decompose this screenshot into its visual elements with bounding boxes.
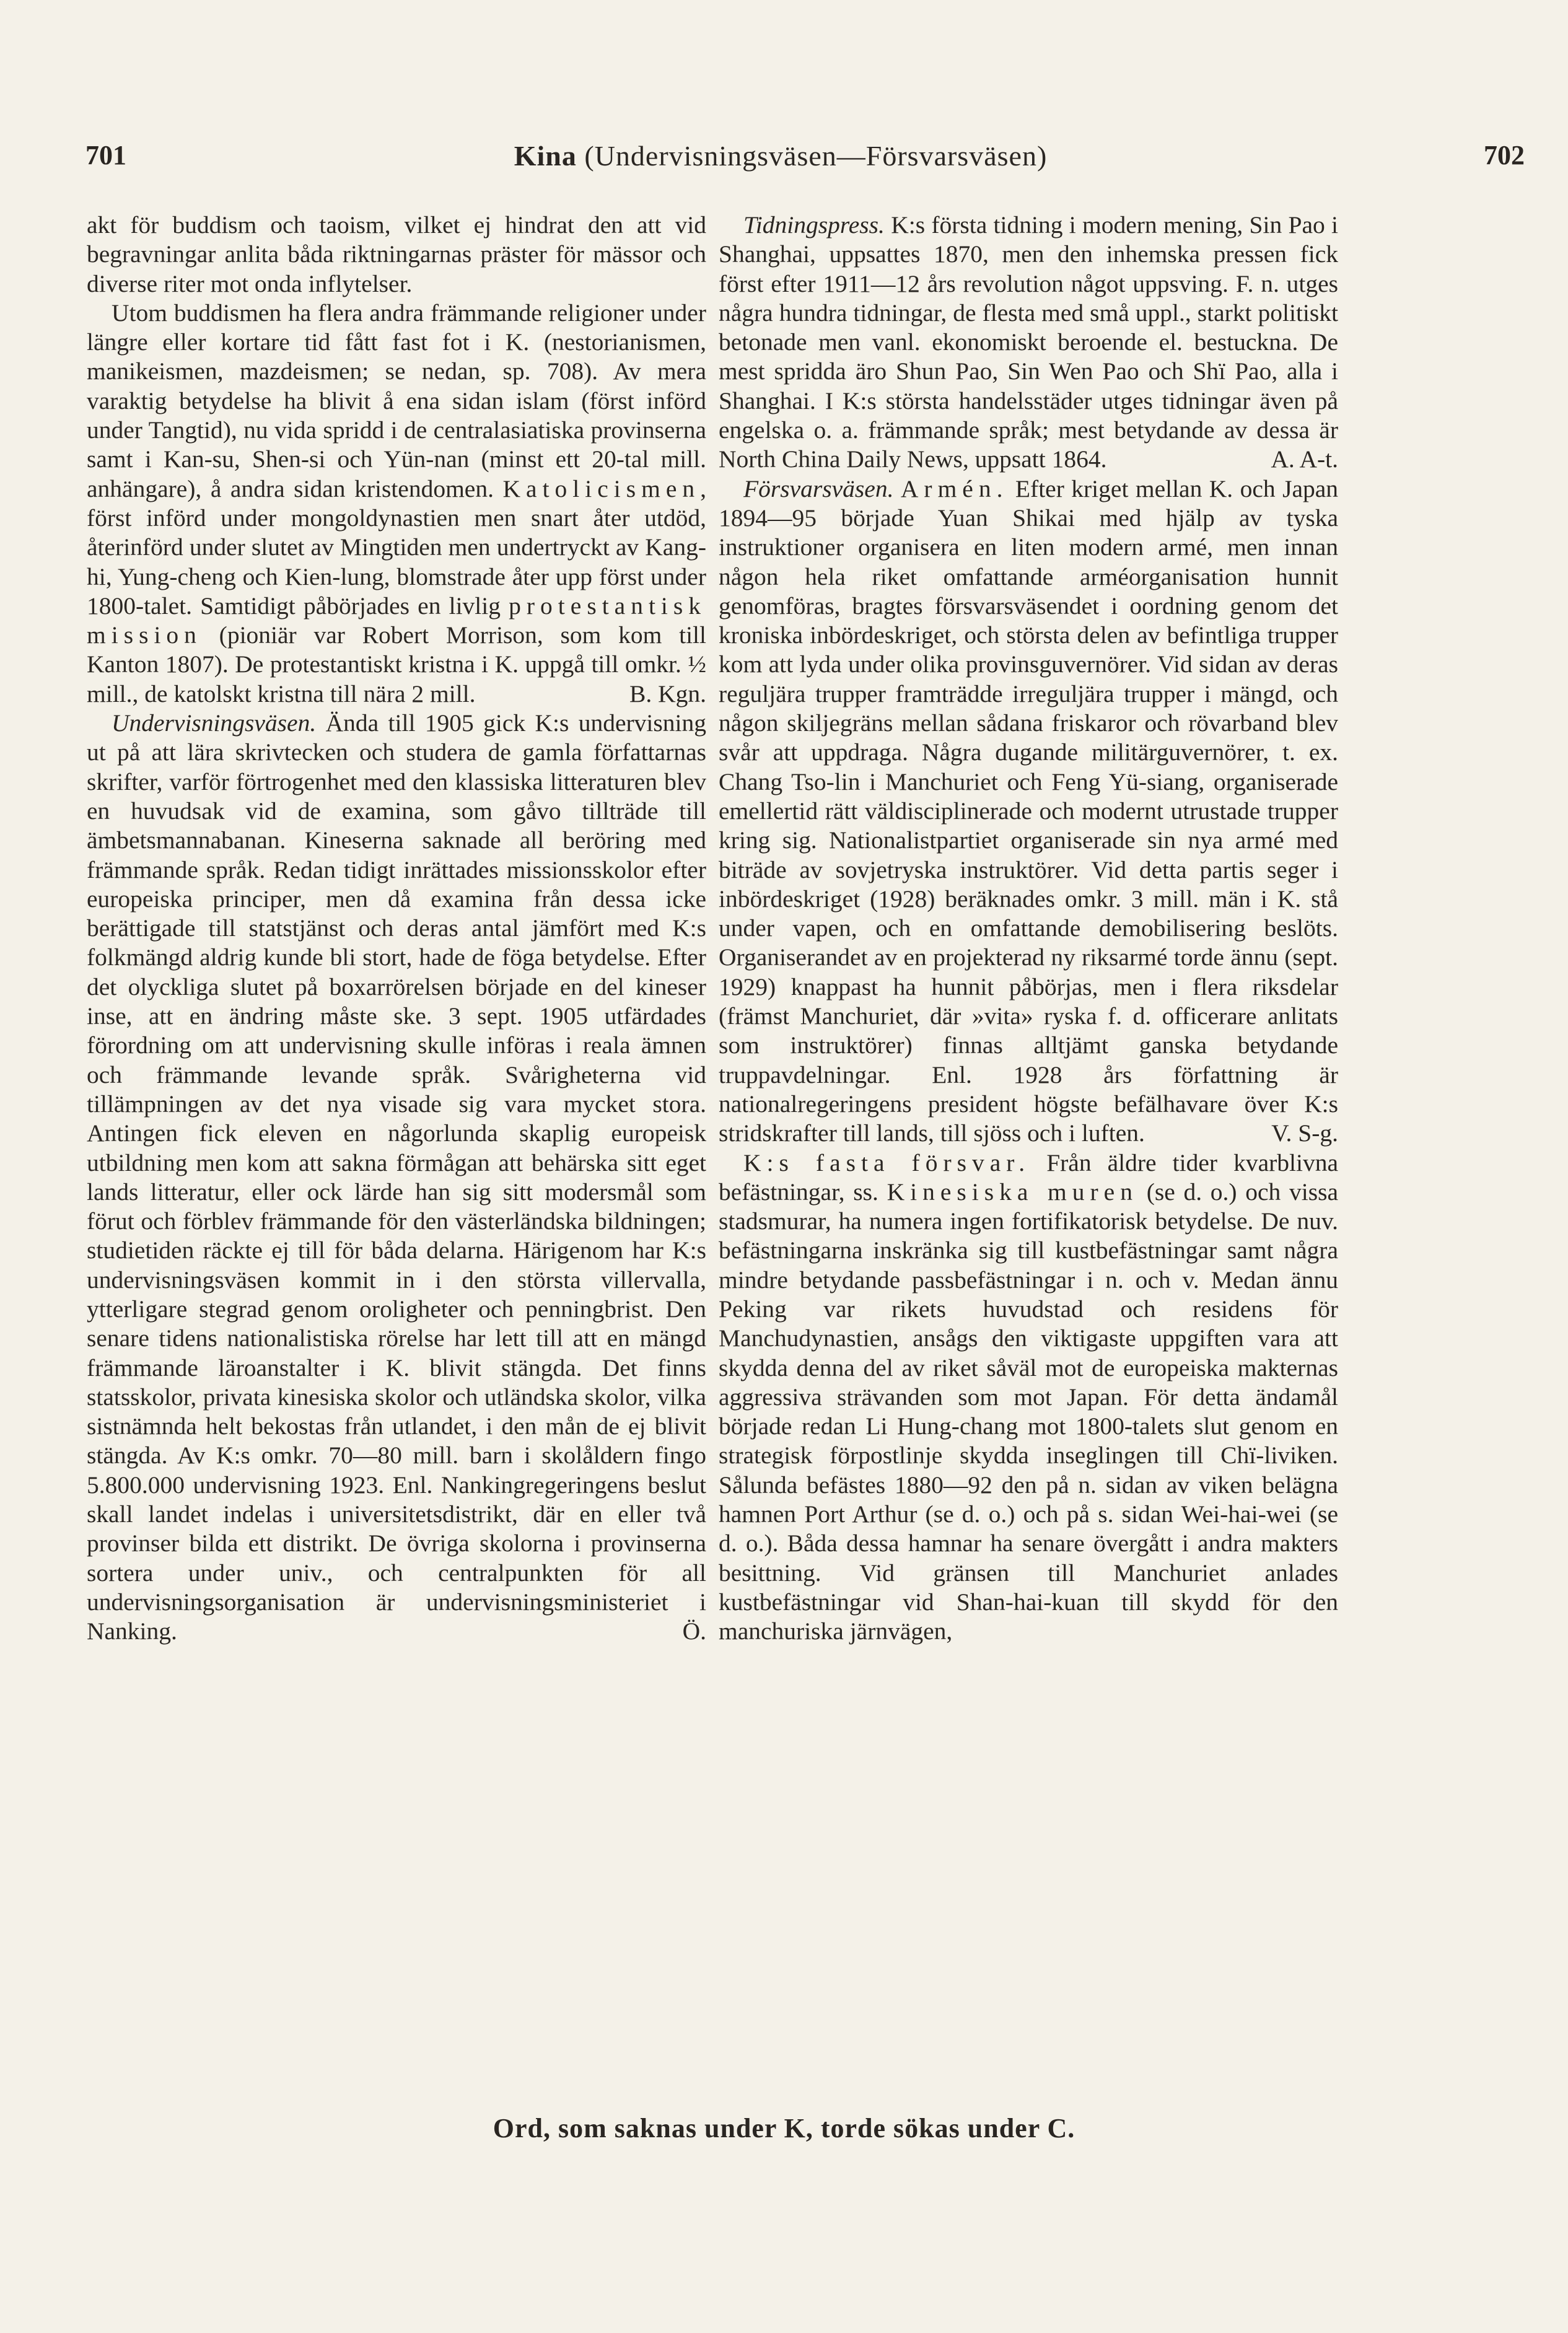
fortifications-term: K:s fasta försvar. xyxy=(743,1149,1031,1176)
fortifications-text-b: (se d. o.) och vissa stadsmurar, ha numera ingen fortifikatorisk betydelse. De nuv. befästningarna inskränka sig till kustbefästningar samt några mindre betydande passbefästningar i n. och v. Medan ännu Peking var rikets huvudstad och residens för Manchudynastien, ansågs den viktigaste uppgiften vara att skydda denna del av riket såväl mot de europeiska makternas aggressiva strävanden som mot Japan. För detta ändamål började redan Li Hung-chang mot 1800-talets slut genom en strategisk förpostlinje skydda inseglingen till Chï-liviken. Sålunda befästes 1880—92 den på n. sidan av viken belägna hamnen Port Arthur (se d. o.) och på s. sidan Wei-hai-wei (se d. o.). Båda dessa hamnar ha senare övergått i andra makters besittning. Vid gränsen till Manchuriet anlades kustbefästningar vid Shan-hai-kuan till skydd för den manchuriska järnvägen, xyxy=(719,1178,1338,1645)
education-text: Ända till 1905 gick K:s undervisning ut på att lära skrivtecken och studera de gamla författarnas skrifter, varför förtrogenhet med den klassiska litteraturen blev en huvudsak vid de examina, som gåvo tillträde till ämbetsmannabanan. Kineserna saknade all beröring med främmande språk. Redan tidigt inrättades missionsskolor efter europeiska principer, men då examina från dessa icke berättigade till statstjänst och deras antal jämfört med K:s folkmängd aldrig kunde bli stort, hade de föga betydelse. Efter det olyckliga slutet på boxarrörelsen började en del kineser inse, att en ändring måste ske. 3 sept. 1905 utfärdades förordning om att undervisning skulle införas i reala ämnen och främmande levande språk. Svårigheterna vid tillämpningen av det nya visade sig vara mycket stora. Antingen fick eleven en någorlunda skaplig europeisk utbildning men kom att sakna förmågan att behärska sitt eget lands litteratur, eller ock lärde han sig sitt modersmål som förut och förblev främmande för den västerländska bildningen; studietiden räckte ej till för båda delarna. Härigenom har K:s undervisningsväsen kommit in i den största villervalla, ytterligare stegrad genom oroligheter och penningbrist. Den senare tidens nationalistiska rörelse har lett till att en mängd främmande läroanstalter i K. blivit stängda. Det finns statsskolor, privata kinesiska skolor och utländska skolor, vilka sistnämnda helt bekostas från utlandet, i den mån de ej blivit stängda. Av K:s omkr. 70—80 mill. barn i skolåldern fingo 5.800.000 undervisning 1923. Enl. Nankingregeringens beslut skall landet indelas i universitetsdistrikt, där en eller två provinser bilda ett distrikt. De övriga skolorna i provinserna sortera under univ., och centralpunkten för all undervisningsorganisation är undervisningsministeriet i Nanking. xyxy=(87,709,706,1645)
protestant-mission-term: protestantisk mission xyxy=(87,592,706,649)
signature-o: Ö. xyxy=(682,1617,706,1645)
press-heading: Tidningspress. xyxy=(743,211,885,239)
paragraph-education xyxy=(87,709,706,1647)
running-head xyxy=(421,139,1140,172)
protestant-mission-text: (pioniär var Robert Morrison, som kom till Kanton 1807). De protestantiskt kristna i K. uppgå till omkr. ½ mill., de katolskt kristna till nära 2 mill. xyxy=(87,621,706,707)
signature-aat: A. A-t. xyxy=(1271,445,1338,473)
foreign-religions-text: Utom buddismen ha flera andra främmande religioner under längre eller kortare tid fått fast fot i K. (nestorianismen, manikeismen, mazdeismen; se nedan, sp. 708). Av mera varaktig betydelse ha blivit å ena sidan islam (först införd under Tangtid), nu vida spridd i de centralasiatiska provinserna samt i Kan-su, Shen-si och Yün-nan (minst ett 20-tal mill. anhängare), å andra sidan kristendomen. xyxy=(87,299,706,502)
press-text: K:s första tidning i modern mening, Sin Pao i Shanghai, uppsattes 1870, men den inhemska pressen fick först efter 1911—12 års revolution något uppsving. F. n. utges några hundra tidningar, de flesta med små uppl., starkt politiskt betonade men vanl. ekonomiskt beroende el. bestuckna. De mest spridda äro Shun Pao, Sin Wen Pao och Shï Pao, alla i Shanghai. I K:s största handelsstäder utges tidningar även på engelska o. a. främmande språk; mest betydande av dessa är North China Daily News, uppsatt 1864. xyxy=(719,211,1338,473)
running-head-title: Kina xyxy=(514,140,577,172)
signature-vsg: V. S-g. xyxy=(1271,1119,1338,1147)
page-number-right: 702 xyxy=(1484,140,1525,170)
defense-heading: Försvarsväsen. xyxy=(743,475,894,502)
katolicismen-text: , först införd under mongoldynastien men snart åter utdöd, återinförd under slutet av Mingtiden men undertryckt av Kang-hi, Yung-cheng och Kien-lung, blomstrade åter upp först under 1800-talet. Samtidigt påbörjades en livlig xyxy=(87,475,706,619)
education-heading: Undervisningsväsen. xyxy=(112,709,317,737)
fortifications-text-a: Från äldre tider kvarblivna befästningar, ss. xyxy=(719,1149,1338,1206)
signature-bkgn: B. Kgn. xyxy=(629,680,706,707)
right-column xyxy=(719,211,1338,2112)
paragraph-fortifications xyxy=(719,1149,1338,1647)
paragraph-press xyxy=(719,211,1338,475)
army-text: Efter kriget mellan K. och Japan 1894—95 började Yuan Shikai med hjälp av tyska instruktioner organisera en liten modern armé, men innan någon hela riket omfattande arméorganisation hunnit genomföras, bragtes försvarsväsendet i oordning genom det kroniska inbördeskriget, och största delen av befintliga trupper kom att lyda under olika provinsguvernörer. Vid sidan av deras reguljära trupper framträdde irreguljära trupper i mängd, och någon skiljegräns mellan sådana friskaror och rövarband blev svår att uppdraga. Några dugande militärguvernörer, t. ex. Chang Tso-lin i Manchuriet och Feng Yü-siang, organiserade emellertid rätt väldisciplinerade och modernt utrustade trupper kring sig. Nationalistpartiet organiserade sin nya armé med biträde av sovjetryska instruktörer. Vid detta partis seger i inbördeskriget (1928) beräknades omkr. 3 mill. män i K. stå under vapen, och en omfattande demobilisering beslöts. Organiserandet av en projekterad ny riksarmé torde ännu (sept. 1929) knappast ha hunnit påbörjas, men i flera riksdelar (främst Manchuriet, där »vita» ryska f. d. officerare anlitats som instruktörer) finnas alltjämt ganska betydande truppavdelningar. Enl. 1928 års författning är nationalregeringens president högste befälhavare över K:s stridskrafter till lands, till sjöss och i luften. xyxy=(719,475,1338,1147)
katolicismen-term: Katolicismen xyxy=(502,475,701,502)
running-head-subtitle: (Undervisningsväsen—Försvarsväsen) xyxy=(584,140,1048,172)
left-column xyxy=(87,211,706,2112)
paragraph-religion-end: akt för buddism och taoism, vilket ej hindrat den att vid begravningar anlita båda riktningarnas präster för mässor och diverse riter mot onda inflytelser. xyxy=(87,211,706,297)
page-number-left: 701 xyxy=(85,140,126,170)
page-header xyxy=(0,139,1568,183)
paragraph-defense xyxy=(719,475,1338,1149)
great-wall-term: Kinesiska muren xyxy=(887,1178,1138,1206)
page-footer-note: Ord, som saknas under K, torde sökas under C. xyxy=(493,2113,1075,2143)
paragraph-foreign-religions xyxy=(87,299,706,709)
army-term: Armén. xyxy=(900,475,1009,502)
